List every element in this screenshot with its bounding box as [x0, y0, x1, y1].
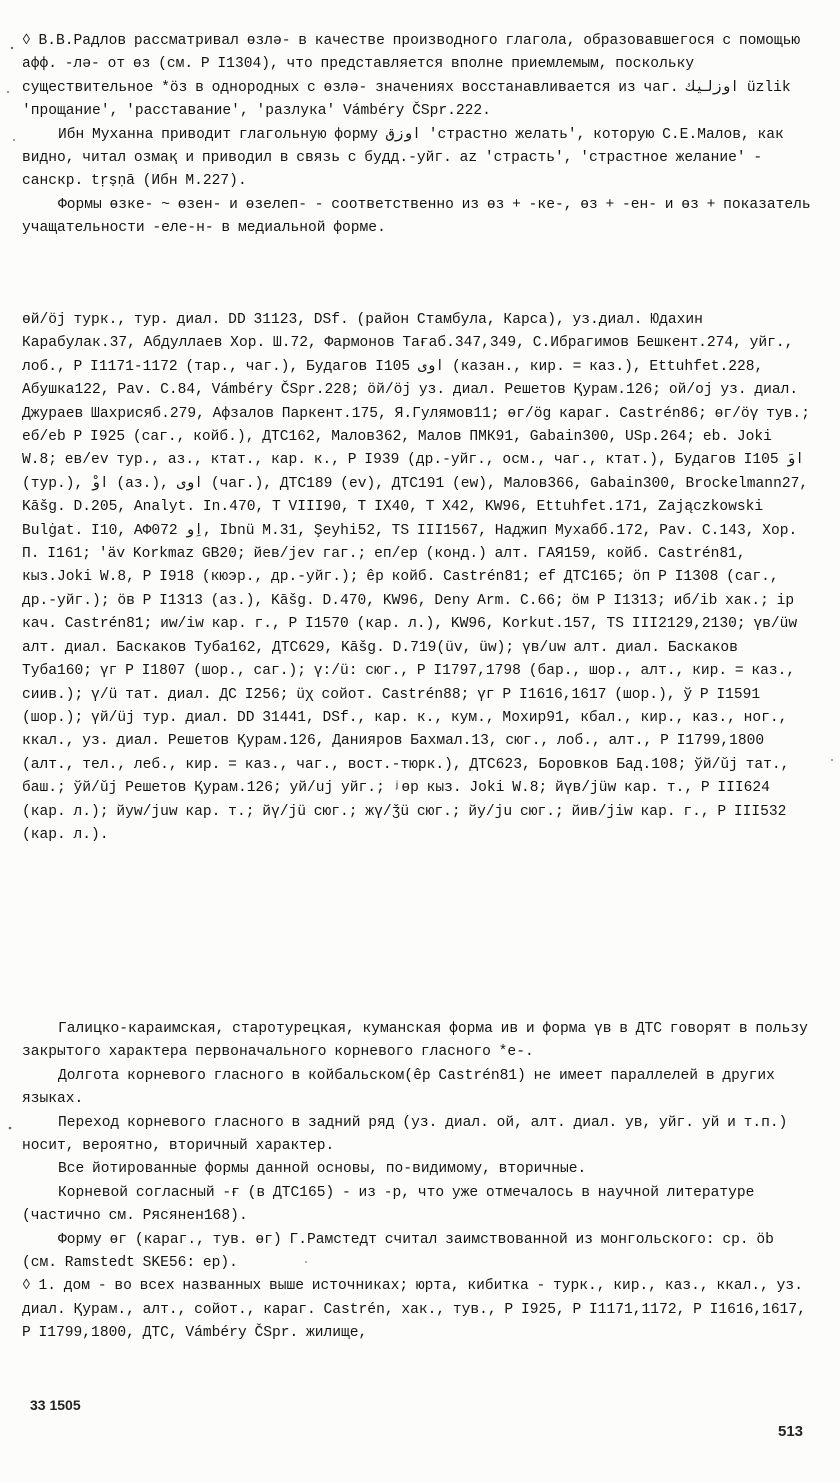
note-galician-karaim: Галицко-караимская, старотурецкая, куманская форма ив и форма үв в ДТС говорят в пользу закрытого характера первоначального корневого гласного *е-. [22, 1021, 808, 1061]
note-iotated-forms: Все йотированные формы данной основы, по-видимому, вторичные. [58, 1161, 587, 1178]
intro-paragraph-radlov: ◊ В.В.Радлов рассматривал өзлә- в качестве производного глагола, образовавшегося с помощью афф. -лә- от өз (см. Р I1304), что представляется вполне приемлемым, поскольку существительное *öз в однородных с өзлә- значениях восстанавливается из чаг. اوزليك üzlik 'прощание', 'расставание', 'разлука' Vámbéry ČSpr.222. [22, 33, 801, 120]
dictionary-entry-forms: өй/öj турк., тур. диал. DD 31123, DSf. (район Стамбула, Карса), уз.диал. Юдахин Карабулак.37, Абдуллаев Хор. Ш.72, Фармонов Тағаб.347,349, С.Ибрагимов Бешкент.274, уйг., лоб., Р I1171-1172 (тар., чаг.), Будагов I105 اوی (казан., кир. = каз.), Ettuhfet.228, Абушка122, Pav. C.84, Vámbéry ČSpr.228; öй/öj уз. диал. Решетов Қурам.126; ой/oj уз. диал. Джураев Шахрисяб.279, Афзалов Паркент.175, Я.Гулямов11; өг/ög караг. Castrén86; өг/öγ тув.; еб/eb P I925 (саг., койб.), ДТС162, Малов362, Малов ПМК91, Gabain300, USp.264; еb. Joki W.8; ев/ev тур., аз., ктат., кар. к., Р I939 (др.-уйг., осм., чаг., ктат.), Будагов I105 اوَ (тур.), اوْ (аз.), اوی (чаг.), ДТС189 (ev), ДТС191 (ew), Малов366, Gabain300, Brockelmann27, Kāšg. D.205, Analyt. In.470, Т VIII90, Т IX40, Т X42, KW96, Ettuhfet.171, Zajączkowski Bulġat. I10, АФ072 اِو, Ibnü M.31, Şeyhi52, TS III1567, Наджип Мухабб.172, Pav. C.143, Хор. П. I161; 'äv Korkmaz GB20; йев/jev гаг.; еп/ep (конд.) алт. ГАЯ159, койб. Castrén81, кыз.Joki W.8, Р I918 (кюэр., др.-уйг.); êp койб. Castrén81; ef ДТС165; öп Р I1308 (саг., др.-уйг.); öв Р I1313 (аз.), Kāšg. D.470, KW96, Deny Arm. C.66; öм Р I1313; иб/ib хак.; ip кач. Castrén81; иw/iw кар. г., Р I1570 (кар. л.), KW96, Korkut.157, TS III2129,2130; үв/üw алт. диал. Баскаков Туба162, ДТС629, Kāšg. D.719(üv, üw); үв/uw алт. диал. Баскаков Туба160; үг Р I1807 (шор., саг.); ү:/ü: сюг., Р I1797,1798 (бар., шор., алт., кир. = каз., сиив.); ү/ü тат. диал. ДС I256; üχ сойот. Castrén88; үг Р I1616,1617 (шор.), ў Р I1591 (шор.); үй/üj тур. диал. DD 31441, DSf., кар. к., кум., Мохир91, кбал., кир., каз., ног., ккал., уз. диал. Решетов Қурам.126, Данияров Бахмал.13, сюг., лоб., алт., Р I1799,1800 (алт., тел., леб., кир. = каз., чаг., вост.-тюрк.), ДТС623, Боровков Бад.108; ўй/ŭj тат., баш.; ўй/ŭj Решетов Қурам.126; уй/uj уйг.; ʲөр кыз. Joki W.8; йүв/jüw кар. т., Р III624 (кар. л.); йуw/juw кар. т.; йү/jü сюг.; жү/ǯü сюг.; йу/ju сюг.; йив/jiw кар. г., Р III532 (кар. л.). [22, 312, 810, 843]
note-ramstedt: Форму өг (караг., тув. өг) Г.Рамстедт считал заимствованной из монгольского: ср. öb (см. Ramstedt SKE56: ep). [22, 1231, 774, 1272]
intro-section [22, 30, 812, 241]
intro-paragraph-forms: Формы өзке- ~ өзен- и өзелеп- - соответственно из өз + -ке-, өз + -ен- и өз + показатель учащательности -еле-н- в медиальной форме. [22, 196, 811, 237]
meaning-house: ◊ 1. дом - во всех названных выше источниках; юрта, кибитка - турк., кир., каз., ккал., уз. диал. Қурам., алт., сойот., караг. Castrén, хак., тув., Р I925, Р I1171,1172, Р I1616,1617, Р I1799,1800, ДТС, Vámbéry ČSpr. жилище, [22, 1278, 806, 1342]
dictionary-entry-section [22, 309, 812, 847]
print-code: 33 1505 [30, 1397, 81, 1413]
notes-section [22, 1018, 812, 1346]
note-vowel-length: Долгота корневого гласного в койбальском(êр Castrén81) не имеет параллелей в других языках. [22, 1067, 775, 1108]
note-back-vowel: Переход корневого гласного в задний ряд (уз. диал. ой, алт. диал. ув, уйг. уй и т.п.) носит, вероятно, вторичный характер. [22, 1114, 788, 1155]
page-number: 513 [778, 1423, 804, 1440]
note-root-consonant: Корневой согласный -ғ (в ДТС165) - из -р, что уже отмечалось в научной литературе (частично см. Рясянен168). [22, 1184, 755, 1225]
intro-paragraph-ibn-muhanna: Ибн Муханна приводит глагольную форму اوزق 'страстно желать', которую С.Е.Малов, как видно, читал озмақ и приводил в связь с будд.-уйг. az 'страсть', 'страстное желание' - санскр. tṛṣṇā (Ибн М.227). [22, 126, 784, 190]
